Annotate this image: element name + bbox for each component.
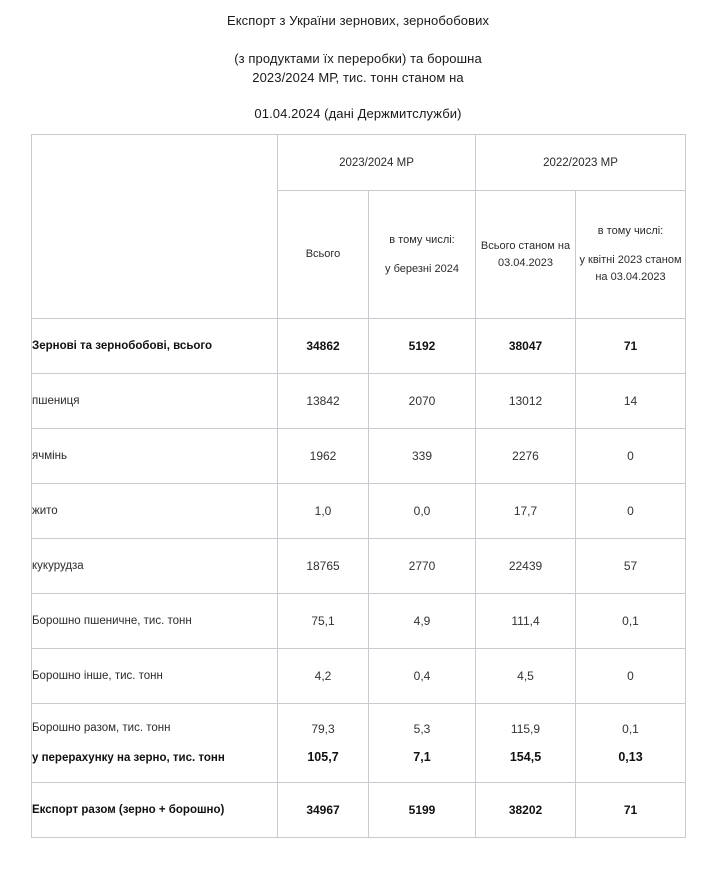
table-row [32,429,686,484]
row-value-april-2023: 0 [576,429,686,484]
value-flour-total-march: 5,3 [413,722,431,736]
title-line-3: 2023/2024 МР, тис. тонн станом на [252,70,464,85]
row-label: Борошно пшеничне, тис. тонн [32,594,278,649]
row-label: пшениця [32,374,278,429]
row-value-total-current: 1,0 [278,484,369,539]
row-value-total-current: 34862 [278,319,369,374]
row-value-march-2024: 339 [369,429,476,484]
header-col-april-2023 [576,191,686,319]
row-value-total-prev: 13012 [476,374,576,429]
value-grain-equivalent-april: 0,13 [618,750,643,764]
header-col-april-2023-line1: в тому числі: [597,225,664,237]
row-label-grand-total: Експорт разом (зерно + борошно) [32,783,278,838]
header-col-april-2023-line2: у квітні 2023 станом на 03.04.2023 [579,254,682,283]
row-value-march-2024: 0,4 [369,649,476,704]
value-grain-equivalent-march: 7,1 [413,750,431,764]
table-row [32,539,686,594]
value-grain-equivalent-current: 105,7 [307,750,339,764]
row-label-flour-total: Борошно разом, тис. тонн [32,722,171,734]
value-flour-total-prev: 115,9 [510,722,541,736]
table-row [32,594,686,649]
export-table [31,134,686,838]
export-table-wrapper [31,134,685,838]
page-title [0,0,716,123]
row-value-total-current: 1962 [278,429,369,484]
row-value-total-prev: 38047 [476,319,576,374]
title-spacer-1 [0,30,716,49]
row-value-total-prev: 4,5 [476,649,576,704]
title-line-2: (з продуктами їх переробки) та борошна [234,51,482,66]
header-corner-cell [32,135,278,319]
row-value-total-current-combined [278,704,369,783]
header-col-total-current: Всього [278,191,369,319]
header-group-2023-2024: 2023/2024 МР [278,135,476,191]
row-value-march-2024: 2770 [369,539,476,594]
row-value-april-2023-combined [576,704,686,783]
table-row [32,374,686,429]
row-value-march-2024: 4,9 [369,594,476,649]
header-col-march-2024 [369,191,476,319]
header-col-march-2024-line2: у березні 2024 [385,262,459,275]
row-value-total-prev: 22439 [476,539,576,594]
row-label: ячмінь [32,429,278,484]
row-value-april-2023: 0 [576,649,686,704]
table-row [32,649,686,704]
row-value-march-2024: 2070 [369,374,476,429]
table-row-combined [32,704,686,783]
row-value-march-2024-combined [369,704,476,783]
row-value-march-2024: 0,0 [369,484,476,539]
row-value-total-prev-combined [476,704,576,783]
row-value-total-current: 75,1 [278,594,369,649]
row-value-april-2023: 0 [576,484,686,539]
value-flour-total-current: 79,3 [311,722,335,736]
table-row [32,484,686,539]
row-label: кукурудза [32,539,278,594]
row-value-april-2023: 14 [576,374,686,429]
row-label: Борошно інше, тис. тонн [32,649,278,704]
row-label-grain-equivalent: у перерахунку на зерно, тис. тонн [32,752,225,764]
table-row-total [32,783,686,838]
row-label: Зернові та зернобобові, всього [32,319,278,374]
title-spacer-2 [0,87,716,104]
value-flour-total-april: 0,1 [622,722,639,736]
row-value-april-2023: 57 [576,539,686,594]
value-grain-equivalent-prev: 154,5 [509,750,542,764]
header-col-april-2023-spacer [576,240,685,252]
row-value-total-prev: 17,7 [476,484,576,539]
table-row [32,319,686,374]
row-value-total-prev: 2276 [476,429,576,484]
row-value-total-current: 4,2 [278,649,369,704]
title-line-4: 01.04.2024 (дані Держмитслужби) [254,106,462,121]
header-col-march-2024-line1: в тому числі: [389,233,455,246]
row-value-total-prev: 111,4 [476,594,576,649]
row-value-total-current: 13842 [278,374,369,429]
row-value-april-2023: 71 [576,319,686,374]
row-label: жито [32,484,278,539]
row-value-april-2023: 0,1 [576,594,686,649]
table-header-group-row [32,135,686,191]
total-value-total-current: 34967 [278,783,369,838]
row-label-combined [32,704,278,783]
header-col-total-prev: Всього станом на 03.04.2023 [476,191,576,319]
header-col-march-2024-spacer [369,249,475,261]
row-value-march-2024: 5192 [369,319,476,374]
row-value-total-current: 18765 [278,539,369,594]
total-value-total-prev: 38202 [476,783,576,838]
total-value-march-2024: 5199 [369,783,476,838]
header-group-2022-2023: 2022/2023 МР [476,135,686,191]
title-line-1: Експорт з України зернових, зернобобових [226,13,490,28]
total-value-april-2023: 71 [576,783,686,838]
